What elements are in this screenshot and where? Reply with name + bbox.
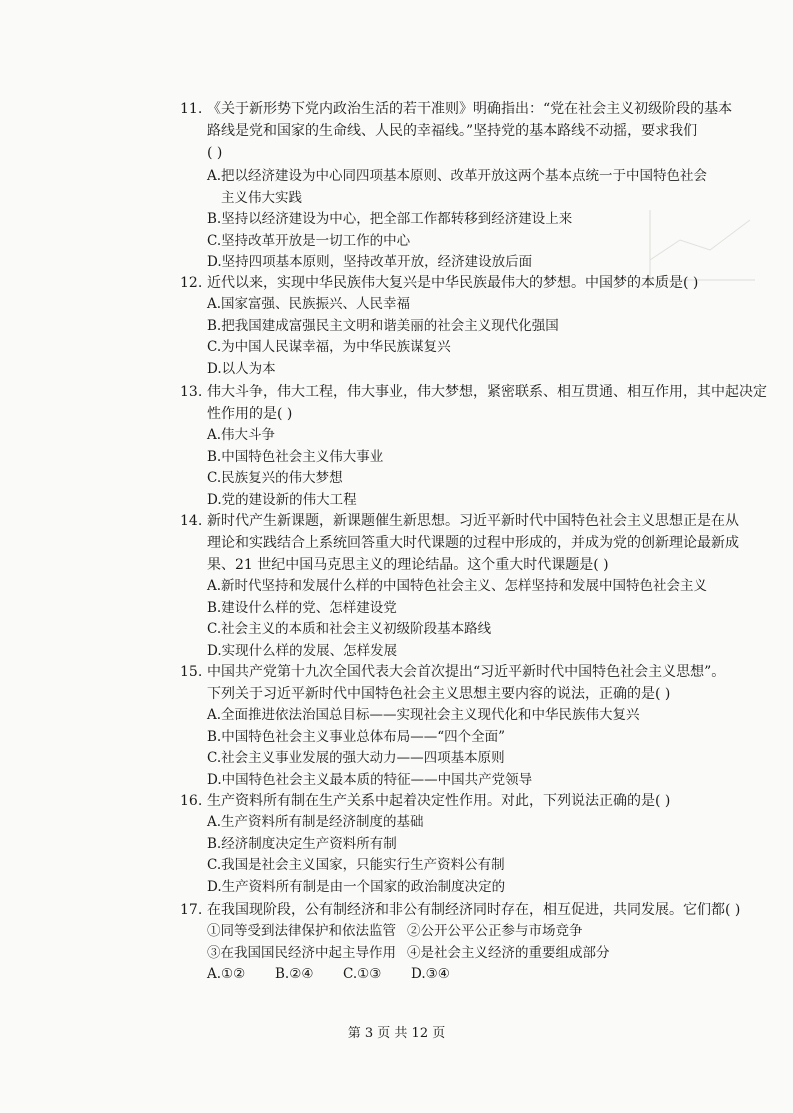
option-c: C.我国是社会主义国家，只能实行生产资料公有制 bbox=[207, 857, 505, 873]
option-a-continued: 主义伟大实践 bbox=[221, 189, 302, 206]
choice-row bbox=[180, 964, 740, 986]
option-b: B.中国特色社会主义事业总体布局——“四个全面” bbox=[207, 728, 506, 745]
option-c: C.坚持改革开放是一切工作的中心 bbox=[207, 232, 411, 249]
page-footer: 第 3 页 共 12 页 bbox=[347, 1026, 446, 1041]
question-stem: 性作用的是( ) bbox=[207, 406, 293, 422]
statement-row bbox=[180, 921, 740, 943]
statement-3: ③在我国国民经济中起主导作用 bbox=[207, 944, 396, 961]
option-b: B.经济制度决定生产资料所有制 bbox=[207, 835, 397, 852]
question-number: 13. bbox=[180, 384, 203, 400]
option-d: D.中国特色社会主义最本质的特征——中国共产党领导 bbox=[207, 771, 533, 788]
question-stem: 生产资料所有制在生产关系中起着决定性作用。对此，下列说法正确的是( ) bbox=[207, 793, 671, 809]
question-number: 12. bbox=[180, 275, 203, 291]
statement-row bbox=[180, 943, 740, 965]
question-stem: 下列关于习近平新时代中国特色社会主义思想主要内容的说法，正确的是( ) bbox=[207, 686, 671, 702]
option-d: D.以人为本 bbox=[207, 360, 276, 377]
statement-4: ④是社会主义经济的重要组成部分 bbox=[407, 944, 610, 961]
statement-2: ②公开公平公正参与市场竞争 bbox=[407, 923, 583, 939]
option-d: D.党的建设新的伟大工程 bbox=[207, 491, 357, 508]
option-b: B.建设什么样的党、怎样建设党 bbox=[207, 599, 397, 616]
option-d: D.坚持四项基本原则，坚持改革开放，经济建设放后面 bbox=[207, 254, 533, 270]
question-14 bbox=[180, 510, 740, 662]
choice-d: D.③④ bbox=[411, 966, 450, 982]
option-a: A.全面推进依法治国总目标——实现社会主义现代化和中华民族伟大复兴 bbox=[207, 707, 640, 723]
question-13 bbox=[180, 381, 767, 511]
question-15 bbox=[180, 661, 740, 791]
option-b: B.中国特色社会主义伟大事业 bbox=[207, 448, 384, 465]
question-stem: 中国共产党第十九次全国代表大会首次提出“习近平新时代中国特色社会主义思想”。 bbox=[207, 664, 726, 680]
statement-1: ①同等受到法律保护和依法监管 bbox=[207, 923, 396, 939]
question-stem: 理论和实践结合上系统回答重大时代课题的过程中形成的，并成为党的创新理论最新成 bbox=[207, 535, 739, 551]
option-c: C.为中国人民谋幸福，为中华民族谋复兴 bbox=[207, 339, 451, 355]
option-d: D.实现什么样的发展、怎样发展 bbox=[207, 642, 398, 659]
choice-a: A.①② bbox=[207, 966, 246, 982]
question-stem: 近代以来，实现中华民族伟大复兴是中华民族最伟大的梦想。中国梦的本质是( ) bbox=[207, 275, 699, 291]
answer-blank: ( ) bbox=[207, 145, 223, 161]
option-a: A.新时代坚持和发展什么样的中国特色社会主义、怎样坚持和发展中国特色社会主义 bbox=[207, 578, 708, 594]
question-stem: 新时代产生新课题，新课题催生新思想。习近平新时代中国特色社会主义思想正是在从 bbox=[207, 513, 739, 529]
option-c: C.社会主义事业发展的强大动力——四项基本原则 bbox=[207, 750, 505, 766]
question-number: 17. bbox=[180, 902, 203, 918]
question-number: 16. bbox=[180, 793, 203, 809]
option-b: B.坚持以经济建设为中心，把全部工作都转移到经济建设上来 bbox=[207, 211, 573, 227]
option-a: A.把以经济建设为中心同四项基本原则、改革开放这两个基本点统一于中国特色社会 bbox=[207, 168, 708, 184]
question-stem: 《关于新形势下党内政治生活的若干准则》明确指出：“党在社会主义初级阶段的基本 bbox=[207, 101, 733, 117]
option-d: D.生产资料所有制是由一个国家的政治制度决定的 bbox=[207, 878, 506, 895]
option-b: B.把我国建成富强民主文明和谐美丽的社会主义现代化强国 bbox=[207, 317, 559, 334]
choice-b: B.②④ bbox=[275, 966, 314, 982]
option-a: A.伟大斗争 bbox=[207, 427, 276, 443]
option-a: A.生产资料所有制是经济制度的基础 bbox=[207, 814, 424, 830]
option-a: A.国家富强、民族振兴、人民幸福 bbox=[207, 296, 411, 312]
question-17 bbox=[180, 899, 740, 986]
question-number: 11. bbox=[180, 101, 203, 117]
question-12 bbox=[180, 272, 740, 380]
question-stem: 在我国现阶段，公有制经济和非公有制经济同时存在，相互促进，共同发展。它们都( ) bbox=[207, 902, 741, 918]
question-16 bbox=[180, 790, 740, 898]
question-stem: 果、21 世纪中国马克思主义的理论结晶。这个重大时代课题是( ) bbox=[207, 557, 609, 573]
question-stem: 伟大斗争，伟大工程，伟大事业，伟大梦想，紧密联系、相互贯通、相互作用，其中起决定 bbox=[207, 384, 767, 400]
question-number: 15. bbox=[180, 664, 203, 680]
question-11 bbox=[180, 98, 740, 274]
option-c: C.社会主义的本质和社会主义初级阶段基本路线 bbox=[207, 621, 492, 637]
question-stem: 路线是党和国家的生命线、人民的幸福线。”坚持党的基本路线不动摇，要求我们 bbox=[207, 123, 698, 139]
choice-c: C.①③ bbox=[343, 966, 382, 982]
option-c: C.民族复兴的伟大梦想 bbox=[207, 470, 343, 486]
question-number: 14. bbox=[180, 513, 203, 529]
